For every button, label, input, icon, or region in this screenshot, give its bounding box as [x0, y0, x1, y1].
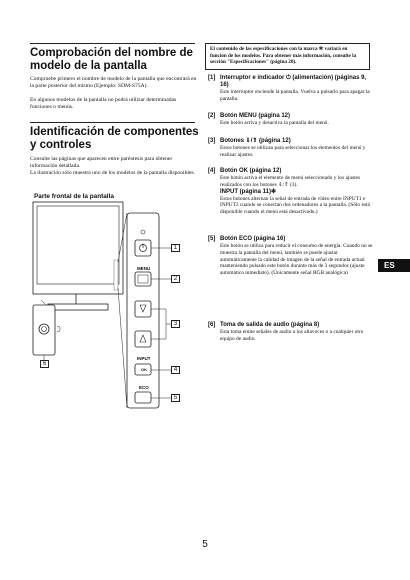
paragraph-model-note: En algunos modelos de la pantalla no podrá utilizar determinadas funciones o menús.	[30, 97, 177, 110]
item-ok-input	[208, 168, 373, 216]
item-power	[208, 75, 373, 103]
item-number: [1]	[208, 75, 216, 81]
item-eco	[208, 236, 374, 277]
subheading-front: Parte frontal de la pantalla	[34, 193, 114, 200]
item-number: [3]	[208, 138, 216, 144]
callout-2: 2	[171, 275, 180, 283]
item-menu	[208, 113, 373, 127]
label-input: INPUT	[137, 356, 151, 361]
eco-button-shape	[135, 392, 151, 403]
callout-5: 5	[171, 394, 180, 402]
paragraph-model-check: Compruebe primero el nombre de modelo de la pantalla que encontrará en la parte posterior del mismo (Ejemplo: SDM-S75A).	[30, 76, 197, 89]
item-title: Botón OK (página 12)	[220, 168, 282, 174]
item-title-input: INPUT (página 11)✻	[220, 188, 277, 195]
monitor-button-strip	[114, 260, 118, 290]
item-number: [6]	[208, 322, 216, 328]
label-menu: MENU	[137, 266, 151, 271]
monitor-screen	[37, 206, 119, 284]
item-desc: Este interruptor enciende la pantalla. Vuelva a pulsarlo para apagar la pantalla.	[220, 89, 370, 102]
up-button-shape	[135, 331, 151, 347]
heading2-rule	[30, 122, 195, 123]
heading-model-check: Comprobación del nombre de modelo de la pantalla	[30, 47, 193, 72]
paragraph-see-pages: Consulte las páginas que aparecen entre paréntesis para obtener información detallada.	[30, 156, 173, 169]
item-title: Botón ECO (página 16)	[220, 236, 286, 242]
paragraph-illustration: La ilustración sólo muestra uno de los modelos de la pantalla disponibles.	[30, 170, 195, 176]
item-title: Toma de salida de audio (página 8)	[220, 322, 320, 328]
page-number: 5	[202, 539, 208, 550]
heading-components: Identificación de componentes y controles	[30, 126, 199, 151]
item-desc: Esta toma emite señales de audio a los altavoces o a cualquier otro equipo de audio.	[220, 329, 364, 342]
callout-3: 3	[171, 320, 180, 328]
down-button-shape	[135, 301, 151, 317]
headphone-icon	[57, 326, 60, 331]
label-ok: OK	[141, 367, 147, 372]
item-number: [4]	[208, 168, 216, 174]
item-title: Botón MENU (página 12)	[220, 113, 290, 119]
specifications-note: El contenido de las especificaciones con la marca ✻ variará en función de los modelos. Para obtener más información, consulte la sección "Especificaciones" (página 20).	[205, 43, 370, 70]
callout-6: 6	[40, 360, 49, 368]
item-number: [2]	[208, 113, 216, 119]
item-desc: Este botón activa el elemento de menú seleccionado y los ajustes realizados con los botones ⇓/⇑ (3).	[220, 175, 361, 188]
item-title: Botones ⇓/⇑ (página 12)	[220, 138, 291, 144]
callout-1: 1	[171, 244, 180, 252]
label-eco: ECO	[139, 385, 149, 390]
monitor-stand-base	[48, 304, 108, 310]
item-desc: Estos botones se utilizan para seleccionar los elementos del menú y realizar ajustes.	[220, 145, 366, 158]
callout-4: 4	[171, 366, 180, 374]
item-number: [5]	[208, 236, 216, 242]
item-audio	[208, 322, 373, 343]
item-arrows	[208, 138, 373, 159]
item-desc: Este botón activa y desactiva la pantalla del menú.	[220, 120, 329, 126]
item-desc-input: Estos botones alternan la señal de entrada de vídeo entre INPUT1 e INPUT2 cuando se conectan dos ordenadores a la pantalla. (Sólo está disponible cuando el menú está desactivado.)	[220, 195, 370, 216]
heading1-rule	[30, 43, 195, 44]
language-tab-es: ES	[378, 259, 410, 272]
item-desc: Este botón se utiliza para reducir el consumo de energía. Cuando no se muestra la pantalla del menú, también se puede ajustar automáticamente la calidad de imagen de la señal de entrada actual manteniendo pulsado este botón durante más de 3 segundos (ajuste automático inmediato). (Únicamente señal RGB analógica)	[220, 243, 373, 277]
item-title: Interruptor e indicador ⏻ (alimentación) (páginas 9, 16)	[220, 75, 367, 88]
